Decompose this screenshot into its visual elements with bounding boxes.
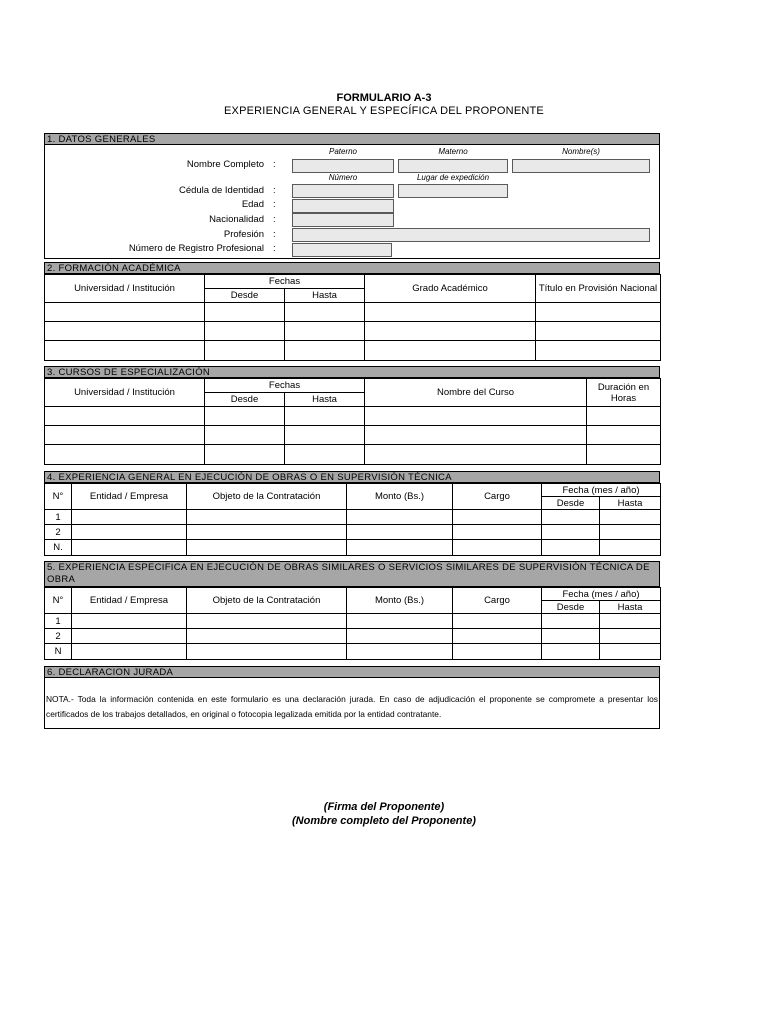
- cell[interactable]: [285, 426, 365, 445]
- cell[interactable]: [365, 407, 587, 426]
- cell[interactable]: [542, 614, 600, 629]
- label-profesion: Profesión: [223, 229, 264, 240]
- cell[interactable]: [45, 303, 205, 322]
- nombre-proponente: (Nombre completo del Proponente): [292, 815, 476, 827]
- col-num: N°: [45, 484, 72, 510]
- col-objeto: Objeto de la Contratación: [187, 588, 347, 614]
- section1-header: 1. DATOS GENERALES: [44, 133, 660, 145]
- col-fechas: Fechas: [205, 379, 365, 393]
- col-grado: Grado Académico: [365, 275, 536, 303]
- col-fecha: Fecha (mes / año): [542, 484, 661, 497]
- col-entidad: Entidad / Empresa: [72, 484, 187, 510]
- col-objeto: Objeto de la Contratación: [187, 484, 347, 510]
- section6-header: 6. DECLARACION JURADA: [44, 666, 660, 678]
- label-registro-profesional: Número de Registro Profesional: [128, 243, 264, 254]
- cell[interactable]: [542, 644, 600, 660]
- table-row: [45, 540, 661, 556]
- table-row: [45, 407, 661, 426]
- col-duracion: Duración en Horas: [587, 379, 661, 407]
- form-subtitle: EXPERIENCIA GENERAL Y ESPECÍFICA DEL PROPONENTE: [224, 105, 544, 117]
- col-desde: Desde: [205, 393, 285, 407]
- cell[interactable]: [536, 341, 661, 361]
- cell[interactable]: [205, 303, 285, 322]
- row-number: 2: [45, 525, 72, 540]
- sublabel-nombres: Nombre(s): [562, 147, 600, 156]
- cell[interactable]: [365, 426, 587, 445]
- cell[interactable]: [187, 644, 347, 660]
- cell[interactable]: [205, 341, 285, 361]
- row-number: N.: [45, 540, 72, 556]
- col-monto: Monto (Bs.): [347, 588, 453, 614]
- cell[interactable]: [347, 614, 453, 629]
- col-universidad: Universidad / Institución: [45, 379, 205, 407]
- col-fechas: Fechas: [205, 275, 365, 289]
- cell[interactable]: [365, 445, 587, 465]
- colon: :: [273, 159, 276, 170]
- cell[interactable]: [542, 629, 600, 644]
- col-universidad: Universidad / Institución: [45, 275, 205, 303]
- cell[interactable]: [587, 407, 661, 426]
- cell[interactable]: [205, 445, 285, 465]
- col-num: N°: [45, 588, 72, 614]
- cell[interactable]: [347, 644, 453, 660]
- label-cedula: Cédula de Identidad: [178, 185, 264, 196]
- cell[interactable]: [536, 322, 661, 341]
- cell[interactable]: [542, 540, 600, 556]
- table-row: [45, 322, 661, 341]
- section2-header: 2. FORMACIÓN ACADÉMICA: [44, 262, 660, 274]
- cell[interactable]: [72, 644, 187, 660]
- cell[interactable]: [347, 525, 453, 540]
- cell[interactable]: [600, 525, 661, 540]
- cell[interactable]: [600, 644, 661, 660]
- cell[interactable]: [285, 303, 365, 322]
- input-registro-profesional[interactable]: [292, 243, 392, 257]
- cell[interactable]: [187, 540, 347, 556]
- sublabel-materno: Materno: [438, 147, 468, 156]
- col-fecha: Fecha (mes / año): [542, 588, 661, 601]
- cell[interactable]: [347, 540, 453, 556]
- cell[interactable]: [45, 407, 205, 426]
- table-row: [45, 445, 661, 465]
- section3-header: 3. CURSOS DE ESPECIALIZACIÓN: [44, 366, 660, 378]
- table-row: [45, 510, 661, 525]
- col-desde: Desde: [205, 289, 285, 303]
- col-monto: Monto (Bs.): [347, 484, 453, 510]
- cell[interactable]: [72, 510, 187, 525]
- cell[interactable]: [587, 426, 661, 445]
- sublabel-paterno: Paterno: [328, 147, 358, 156]
- cell[interactable]: [600, 629, 661, 644]
- col-hasta: Hasta: [600, 497, 661, 510]
- cell[interactable]: [365, 341, 536, 361]
- input-apellido-materno[interactable]: [398, 159, 508, 173]
- row-number: 1: [45, 510, 72, 525]
- experiencia-general-table: [44, 483, 661, 556]
- row-number: N: [45, 644, 72, 660]
- section5-header: 5. EXPERIENCIA ESPECIFICA EN EJECUCIÓN DE OBRAS SIMILARES O SERVICIOS SIMILARES DE SUPERVISIÓN TÉCNICA DE OBRA: [44, 561, 660, 587]
- label-nombre-completo: Nombre Completo: [186, 159, 264, 170]
- cell[interactable]: [285, 341, 365, 361]
- declaracion-nota: NOTA.- Toda la información contenida en este formulario es una declaración jurada. En caso de adjudicación el proponente se compromete a presentar los certificados de los trabajos detallados, en original o fotocopia legalizada emitida por la entidad contratante.: [46, 694, 658, 719]
- cell[interactable]: [285, 322, 365, 341]
- table-row: [45, 525, 661, 540]
- cell[interactable]: [205, 426, 285, 445]
- sublabel-numero: Número: [328, 173, 358, 182]
- cell[interactable]: [453, 540, 542, 556]
- cursos-table: [44, 378, 661, 465]
- cell[interactable]: [187, 629, 347, 644]
- input-apellido-paterno[interactable]: [292, 159, 394, 173]
- cell[interactable]: [205, 322, 285, 341]
- input-nacionalidad[interactable]: [292, 213, 394, 227]
- formacion-table: [44, 274, 661, 361]
- colon: :: [273, 243, 276, 254]
- cell[interactable]: [453, 629, 542, 644]
- cell[interactable]: [453, 525, 542, 540]
- experiencia-especifica-table: [44, 587, 661, 660]
- input-profesion[interactable]: [292, 228, 650, 242]
- cell[interactable]: [285, 407, 365, 426]
- row-number: 2: [45, 629, 72, 644]
- cell[interactable]: [72, 629, 187, 644]
- col-desde: Desde: [542, 497, 600, 510]
- cell[interactable]: [187, 510, 347, 525]
- cell[interactable]: [453, 614, 542, 629]
- cell[interactable]: [542, 525, 600, 540]
- table-row: [45, 303, 661, 322]
- table-row: [45, 629, 661, 644]
- table-row: [45, 341, 661, 361]
- cell[interactable]: [45, 426, 205, 445]
- table-row: [45, 426, 661, 445]
- col-hasta: Hasta: [600, 601, 661, 614]
- table-row: [45, 644, 661, 660]
- cell[interactable]: [72, 525, 187, 540]
- col-curso: Nombre del Curso: [365, 379, 587, 407]
- col-entidad: Entidad / Empresa: [72, 588, 187, 614]
- col-desde: Desde: [542, 601, 600, 614]
- cell[interactable]: [72, 614, 187, 629]
- cell[interactable]: [536, 303, 661, 322]
- cell[interactable]: [45, 322, 205, 341]
- input-cedula-numero[interactable]: [292, 184, 394, 198]
- cell[interactable]: [600, 510, 661, 525]
- cell[interactable]: [600, 614, 661, 629]
- sublabel-lugar: Lugar de expedición: [416, 173, 490, 182]
- cell[interactable]: [45, 341, 205, 361]
- cell[interactable]: [187, 525, 347, 540]
- cell[interactable]: [45, 445, 205, 465]
- col-titulo: Título en Provisión Nacional: [536, 275, 661, 303]
- colon: :: [273, 229, 276, 240]
- colon: :: [273, 185, 276, 196]
- cell[interactable]: [587, 445, 661, 465]
- form-title: FORMULARIO A-3: [336, 92, 432, 104]
- col-cargo: Cargo: [453, 484, 542, 510]
- cell[interactable]: [453, 510, 542, 525]
- cell[interactable]: [347, 629, 453, 644]
- col-cargo: Cargo: [453, 588, 542, 614]
- input-edad[interactable]: [292, 199, 394, 213]
- label-edad: Edad: [241, 199, 264, 210]
- cell[interactable]: [187, 614, 347, 629]
- cell[interactable]: [72, 540, 187, 556]
- input-lugar-expedicion[interactable]: [398, 184, 508, 198]
- label-nacionalidad: Nacionalidad: [209, 214, 264, 225]
- input-nombres[interactable]: [512, 159, 650, 173]
- col-hasta: Hasta: [285, 289, 365, 303]
- cell[interactable]: [347, 510, 453, 525]
- cell[interactable]: [600, 540, 661, 556]
- cell[interactable]: [365, 303, 536, 322]
- firma-proponente: (Firma del Proponente): [323, 801, 445, 813]
- colon: :: [273, 214, 276, 225]
- section4-header: 4. EXPERIENCIA GENERAL EN EJECUCIÓN DE OBRAS O EN SUPERVISIÓN TÉCNICA: [44, 471, 660, 483]
- cell[interactable]: [365, 322, 536, 341]
- table-row: [45, 614, 661, 629]
- col-hasta: Hasta: [285, 393, 365, 407]
- cell[interactable]: [542, 510, 600, 525]
- row-number: 1: [45, 614, 72, 629]
- cell[interactable]: [285, 445, 365, 465]
- cell[interactable]: [453, 644, 542, 660]
- colon: :: [273, 199, 276, 210]
- cell[interactable]: [205, 407, 285, 426]
